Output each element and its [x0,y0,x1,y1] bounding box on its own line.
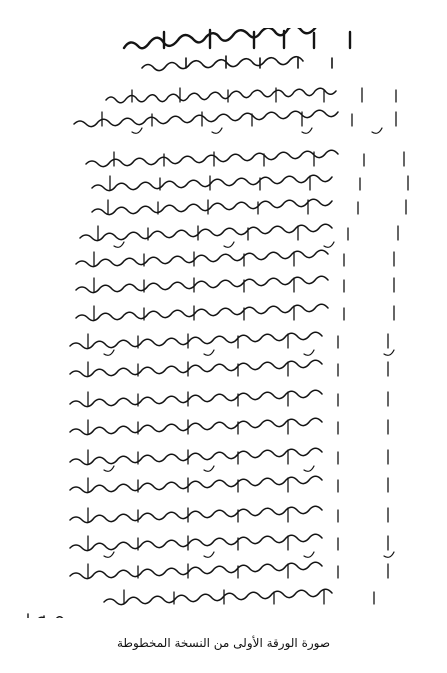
manuscript-title-line [124,28,350,48]
manuscript-descenders [104,128,394,557]
image-caption: صورة الورقة الأولى من النسخة المخطوطة [116,636,331,650]
manuscript-body-text [70,88,338,604]
manuscript-subtitle-line [142,56,332,71]
manuscript-page [14,28,434,618]
manuscript-catchword [18,614,64,618]
